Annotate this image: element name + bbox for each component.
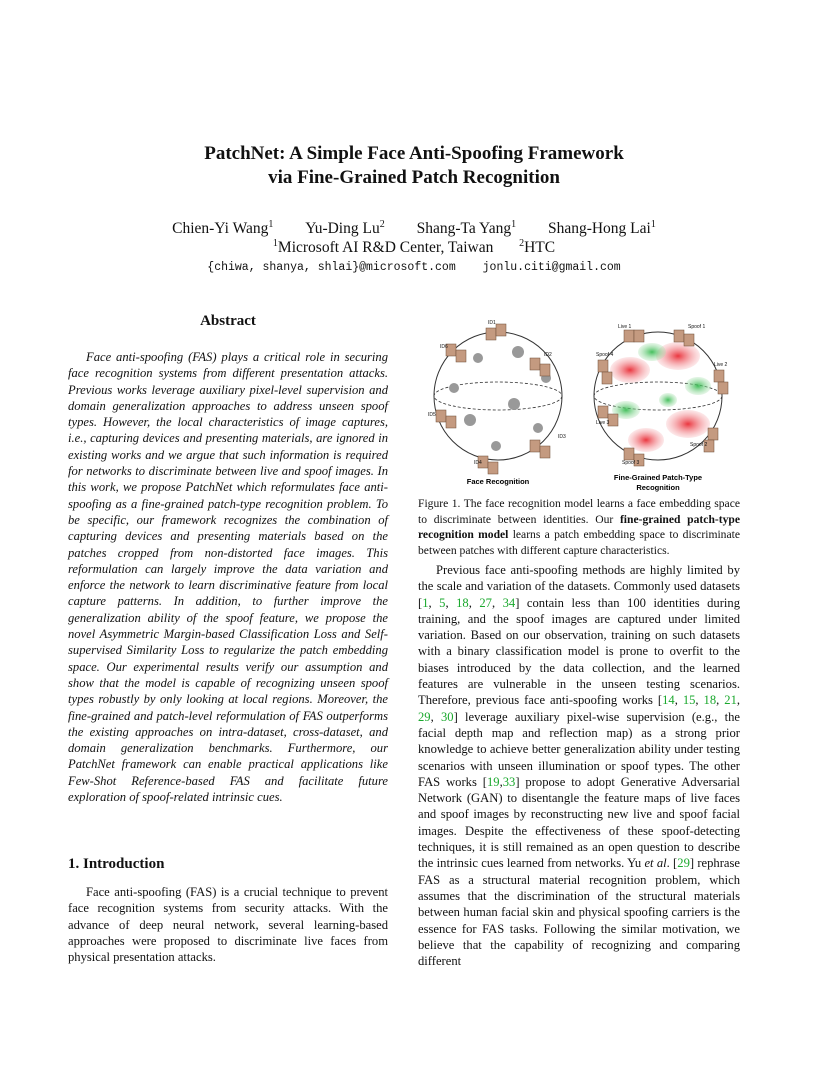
left-sphere-label: ID5 [428, 412, 436, 418]
paper-title-line-2: via Fine-Grained Patch Recognition [268, 167, 560, 188]
affiliation-line [0, 238, 828, 257]
citation-link[interactable]: 29 [418, 709, 431, 724]
patch-recognition-sphere [594, 324, 728, 466]
citation-link[interactable]: 21 [724, 693, 737, 708]
author: Chien-Yi Wang$^1$ [172, 218, 274, 237]
citation-link[interactable]: 18 [703, 693, 717, 708]
figure-1-caption: Figure 1. The face recognition model learns a face embedding space to discriminate between identities. Our fine-grained patch-type recognition model learns a patch embedding space to discriminate between patches with different capture characteristics. [418, 497, 740, 557]
left-sphere-label: ID1 [488, 320, 496, 326]
left-sphere-label: ID6 [440, 344, 448, 350]
author-list [0, 219, 828, 238]
left-panel-caption: Face Recognition [466, 477, 530, 486]
left-sphere-label: ID4 [474, 460, 482, 466]
citation-link[interactable]: 29 [677, 856, 690, 871]
affiliation: $^2$HTC [519, 237, 556, 256]
introduction-heading: 1. Introduction [68, 856, 165, 872]
face-recognition-sphere [428, 320, 566, 474]
right-sphere-label: Live 2 [714, 362, 728, 368]
figure-1-graphic [418, 316, 740, 494]
citation-link[interactable]: 30 [440, 709, 454, 724]
abstract-heading: Abstract [200, 313, 256, 329]
citation-link[interactable]: 18 [456, 595, 469, 610]
left-sphere-label: ID2 [544, 352, 552, 358]
citation-link[interactable]: 14 [662, 693, 675, 708]
introduction-text-continued: Previous face anti-spoofing methods are highly limited by the scale and variation of the datasets. Commonly used datasets [1, 5, 18, 27, 34] contain less than 100 identities during training, and the spoof images are captured under limited variation. Based on our observation, training on such datasets with a binary classification model is prone to overfit to the biases introduced by the data collection, and the learned features are vulnerable in the unseen testing scenarios. Therefore, previous face anti-spoofing works [14, 15, 18, 21, 29, 30] leverage auxiliary pixel-wise supervision (e.g., the facial depth map and reflection map) as a strong prior knowledge to achieve better generalization ability under testing scenarios with unseen illumination or spoof types. The other FAS works [19,33] propose to adopt Generative Adversarial Network (GAN) to disentangle the feature maps of live faces and spoof images by reconstructing new live and spoof facial images. Despite the effectiveness of these spoof-detecting techniques, it is still remained as an open question to describe the intrinsic cues learned from networks. Yu et al. [29] rephrase FAS as a structural material recognition problem, which assumes that the discrimination of the structural materials between human facial skin and physical spoofing carriers is the essence for FAS tasks. Following the similar motivation, we believe that the capability of recognizing and comparing different [418, 563, 741, 969]
left-sphere-label: ID3 [558, 434, 566, 440]
citation-link[interactable]: 19 [486, 774, 500, 789]
paper-title-line-1: PatchNet: A Simple Face Anti-Spoofing Framework [204, 143, 624, 164]
right-sphere-label: Live 3 [596, 420, 610, 426]
author: Shang-Hong Lai$^1$ [547, 218, 656, 237]
right-sphere-label: Spoof 4 [596, 352, 614, 358]
figure-1 [418, 316, 740, 494]
right-sphere-label: Live 1 [618, 324, 632, 330]
right-sphere-label: Spoof 1 [688, 324, 706, 330]
citation-link[interactable]: 34 [502, 595, 516, 610]
right-sphere-label: Spoof 3 [622, 460, 640, 466]
author: Shang-Ta Yang$^1$ [416, 218, 517, 237]
right-panel-caption-line-1: Fine-Grained Patch-Type [613, 473, 703, 482]
right-panel-caption-line-2: Recognition [636, 483, 680, 492]
introduction-text: Face anti-spoofing (FAS) is a crucial technique to prevent face recognition systems from security attacks. With the advance of deep neural network, several learning-based approaches were proposed to discriminate live faces from physical presentation attacks. [68, 885, 388, 965]
citation-link[interactable]: 27 [479, 595, 492, 610]
author: Yu-Ding Lu$^2$ [305, 218, 385, 237]
citation-link[interactable]: 5 [439, 595, 446, 610]
email: {chiwa, shanya, shlai}@microsoft.com [207, 261, 456, 274]
email: jonlu.citi@gmail.com [482, 261, 621, 274]
affiliation: $^1$Microsoft AI R&D Center, Taiwan [272, 237, 494, 256]
right-sphere-label: Spoof 2 [690, 442, 708, 448]
citation-link[interactable]: 15 [682, 693, 696, 708]
email-line [0, 261, 828, 274]
citation-link[interactable]: 33 [502, 774, 516, 789]
abstract-text: Face anti-spoofing (FAS) plays a critical role in securing face recognition systems from different presentation attacks. Previous works leverage auxiliary pixel-level supervision and domain generalization approaches to address unseen spoof types. However, the local characteristics of image captures, i.e., capturing devices and presenting materials, are ignored in existing works and we argue that such information is required for networks to discriminate between live and spoof images. In this work, we propose PatchNet which reformulates face anti-spoofing as a fine-grained patch-type recognition problem. To be specific, our framework recognizes the combination of capturing devices and presenting materials based on the patches cropped from non-distorted face images. This reformulation can largely improve the data variation and enforce the network to learn discriminative feature from local capture patterns. In addition, to further improve the generalization ability of the spoof feature, we propose the novel Asymmetric Margin-based Classification Loss and Self-supervised Similarity Loss to regularize the patch embedding space. Our experimental results verify our assumption and show that the model is capable of recognizing unseen spoof types robustly by only looking at local regions. Moreover, the fine-grained and patch-level reformulation of FAS outperforms the existing approaches on intra-dataset, cross-dataset, and domain generalization benchmarks. Furthermore, our PatchNet framework can enable practical applications like Few-Shot Reference-based FAS and facilitate future exploration of spoof-related intrinsic cues. [68, 350, 388, 805]
citation-link[interactable]: 1 [422, 595, 429, 610]
